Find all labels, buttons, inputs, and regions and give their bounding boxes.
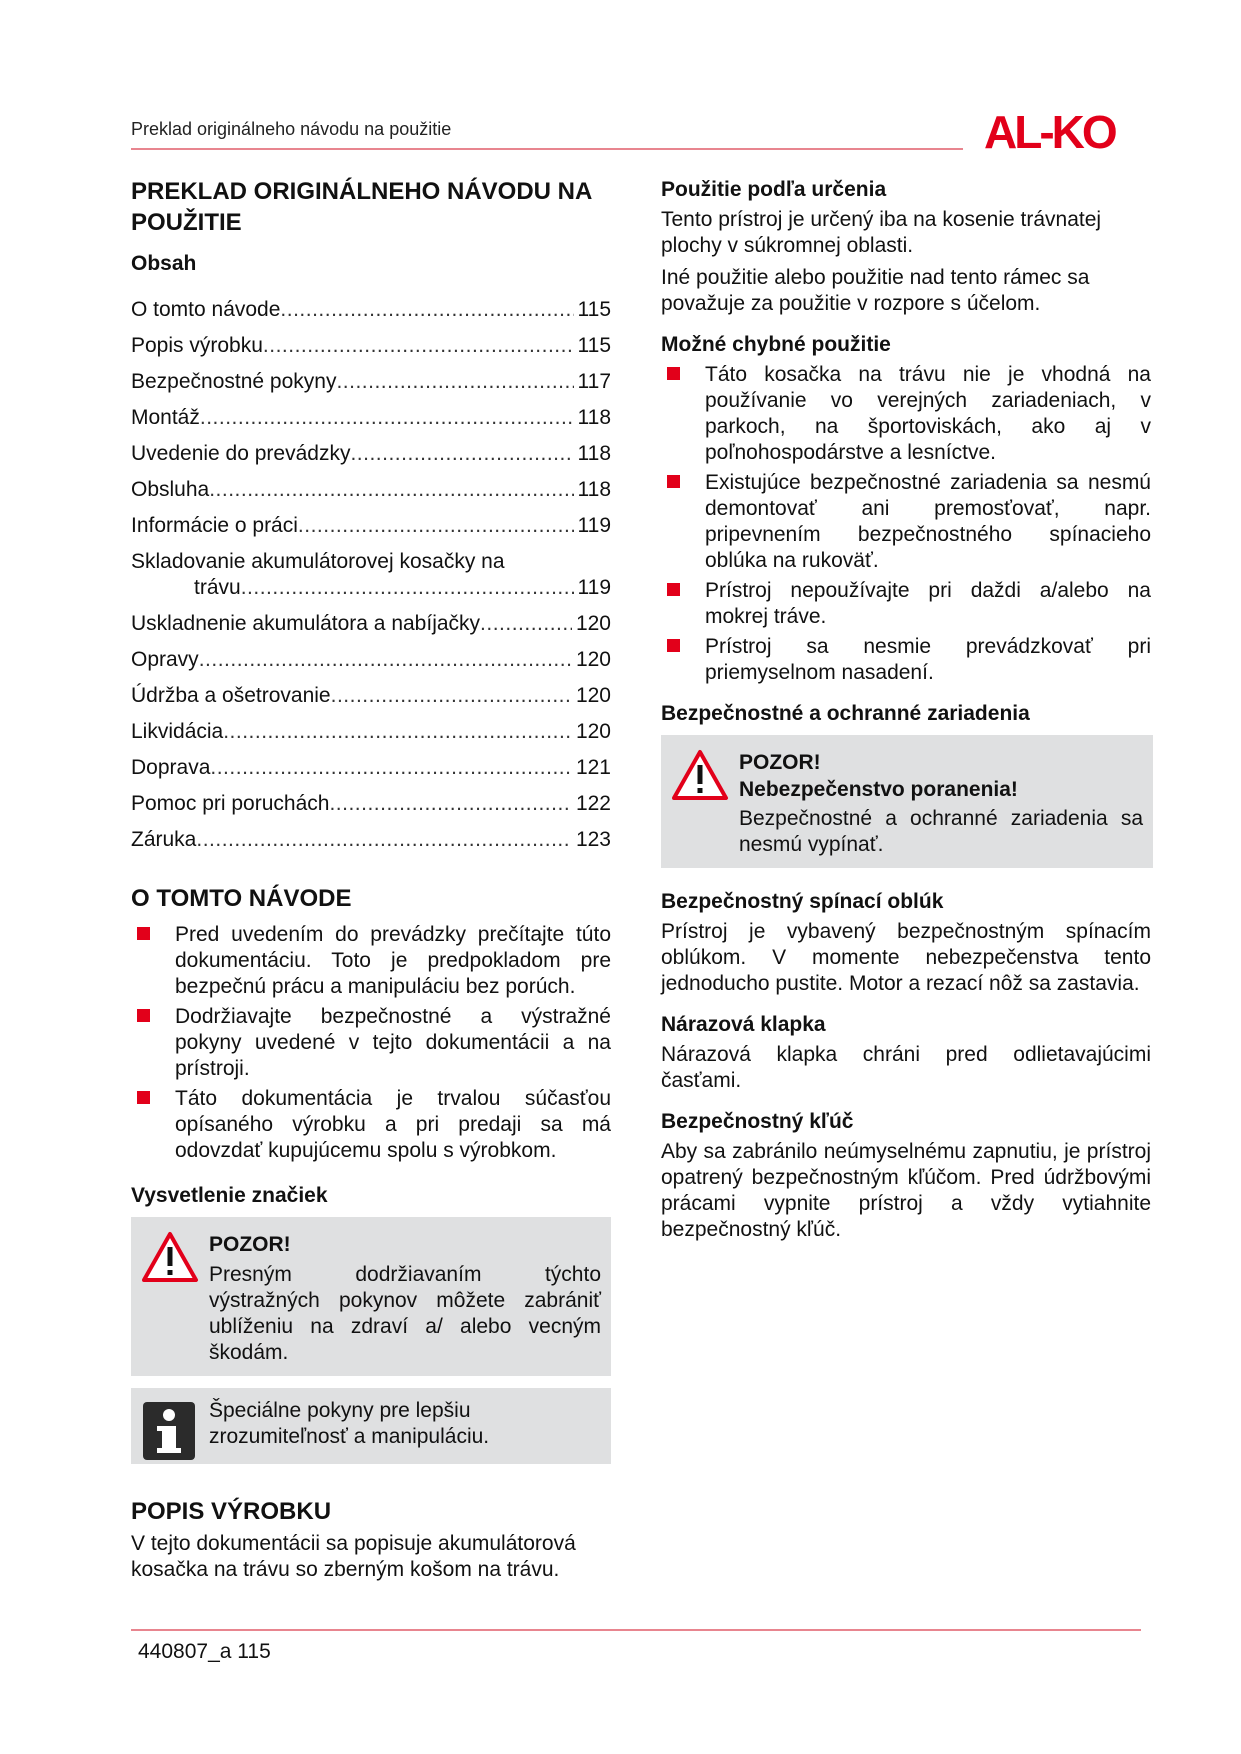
- key-text: Aby sa zabránilo neúmyselnému zapnutiu, je prístroj opatrený bezpečnostným kľúčom. Pred údržbovými prácami vypnite prístroj a vždy vytiahnite bezpečnostný kľúč.: [661, 1140, 1151, 1241]
- bullet-square-icon: [137, 1009, 150, 1022]
- list-item: Prístroj sa nesmie prevádzkovať pri priemyselnom nasadení.: [661, 634, 1151, 686]
- key-heading: Bezpečnostný kľúč: [661, 1110, 854, 1133]
- safety-devices-heading: Bezpečnostné a ochranné zariadenia: [661, 702, 1030, 725]
- toc-entry[interactable]: Popis výrobku ..... 115: [131, 323, 611, 359]
- toc-entry[interactable]: Doprava ..... 121: [131, 745, 611, 781]
- toc-heading: Obsah: [131, 252, 197, 275]
- misuse-bullet-list: [661, 362, 1151, 686]
- list-item: Pred uvedením do prevádzky prečítajte túto dokumentáciu. Toto je predpokladom pre bezpečnú prácu a manipuláciu bez porúch.: [131, 922, 611, 1000]
- footer-rule: [131, 1629, 1141, 1631]
- toc-entry[interactable]: O tomto návode ..... 115: [131, 287, 611, 323]
- page-title: PREKLAD ORIGINÁLNEHO NÁVODU NA POUŽITIE: [131, 178, 592, 236]
- warning-text: Bezpečnostné a ochranné zariadenia sa nesmú vypínať.: [739, 807, 1143, 856]
- section-heading-about: O TOMTO NÁVODE: [131, 885, 352, 912]
- info-box: [131, 1388, 611, 1464]
- list-item: Táto kosačka na trávu nie je vhodná na používanie vo verejných zariadeniach, v parkoch, na športoviskách, ako aj v poľnohospodárstve a lesníctve.: [661, 362, 1151, 466]
- toc-entry[interactable]: Opravy ..... 120: [131, 637, 611, 673]
- about-bullet-list: [131, 922, 611, 1164]
- running-header: Preklad originálneho návodu na použitie: [131, 119, 452, 139]
- toc-entry[interactable]: Uskladnenie akumulátora a nabíjačky ..... 120: [131, 601, 611, 637]
- warning-text: Presným dodržiavaním týchto výstražných pokynov môžete zabrániť ublíženiu na zdraví a/ alebo vecným škodám.: [209, 1263, 601, 1364]
- toc-entry[interactable]: Uvedenie do prevádzky ..... 118: [131, 431, 611, 467]
- flap-text: Nárazová klapka chráni pred odlietavajúcimi časťami.: [661, 1043, 1151, 1092]
- bail-heading: Bezpečnostný spínací oblúk: [661, 890, 944, 913]
- section-heading-product: POPIS VÝROBKU: [131, 1498, 332, 1525]
- alko-logo: [984, 108, 1142, 154]
- toc-entry[interactable]: Údržba a ošetrovanie ..... 120: [131, 673, 611, 709]
- warning-title: POZOR!: [209, 1233, 291, 1256]
- svg-text:AL-KO: AL-KO: [984, 108, 1115, 154]
- toc-entry[interactable]: Montáž ..... 118: [131, 395, 611, 431]
- list-item: Existujúce bezpečnostné zariadenia sa nesmú demontovať ani premosťovať, napr. pripevnením bezpečnostného spínacieho oblúka na rukoväť.: [661, 470, 1151, 574]
- symbols-heading: Vysvetlenie značiek: [131, 1184, 328, 1207]
- use-heading: Použitie podľa určenia: [661, 178, 887, 201]
- toc-entry[interactable]: Skladovanie akumulátorovej kosačky na trávu ..... 119: [131, 539, 611, 601]
- bail-text: Prístroj je vybavený bezpečnostným spínacím oblúkom. V momente nebezpečenstva tento jednoducho pustite. Motor a rezací nôž sa zastavia.: [661, 920, 1151, 995]
- use-paragraph-1: Tento prístroj je určený iba na kosenie trávnatej plochy v súkromnej oblasti.: [661, 208, 1102, 257]
- misuse-heading: Možné chybné použitie: [661, 333, 891, 356]
- bullet-square-icon: [667, 367, 680, 380]
- use-paragraph-2: Iné použitie alebo použitie nad tento rámec sa považuje za použitie v rozpore s účelom.: [661, 266, 1090, 315]
- warning-box: [131, 1217, 611, 1376]
- bullet-square-icon: [137, 927, 150, 940]
- right-column: [661, 176, 1151, 1243]
- header-rule: [131, 148, 963, 150]
- left-column: [131, 176, 611, 1583]
- list-item: Prístroj nepoužívajte pri daždi a/alebo na mokrej tráve.: [661, 578, 1151, 630]
- toc-entry[interactable]: Záruka ..... 123: [131, 817, 611, 853]
- toc-entry[interactable]: Informácie o práci ..... 119: [131, 503, 611, 539]
- footer-page-number: 440807_a 115: [138, 1640, 271, 1663]
- toc-entry[interactable]: Bezpečnostné pokyny ..... 117: [131, 359, 611, 395]
- bullet-square-icon: [667, 475, 680, 488]
- bullet-square-icon: [667, 639, 680, 652]
- list-item: Táto dokumentácia je trvalou súčasťou opísaného výrobku a pri predaji sa má odovzdať kupujúcemu spolu s výrobkom.: [131, 1086, 611, 1164]
- list-item: Dodržiavajte bezpečnostné a výstražné pokyny uvedené v tejto dokumentácii a na prístroji.: [131, 1004, 611, 1082]
- toc-entry[interactable]: Obsluha ..... 118: [131, 467, 611, 503]
- bullet-square-icon: [667, 583, 680, 596]
- warning-triangle-icon: [141, 1231, 199, 1283]
- info-text: Špeciálne pokyny pre lepšiu zrozumiteľnosť a manipuláciu.: [209, 1399, 490, 1448]
- toc-entry[interactable]: Likvidácia ..... 120: [131, 709, 611, 745]
- bullet-square-icon: [137, 1091, 150, 1104]
- product-description: V tejto dokumentácii sa popisuje akumulátorová kosačka na trávu so zberným košom na trávu.: [131, 1532, 576, 1581]
- warning-title: POZOR!: [739, 751, 821, 774]
- warning-triangle-icon: [671, 749, 729, 801]
- flap-heading: Nárazová klapka: [661, 1013, 826, 1036]
- warning-subtitle: Nebezpečenstvo poranenia!: [739, 778, 1018, 801]
- warning-box: [661, 735, 1153, 868]
- table-of-contents: [131, 287, 611, 853]
- toc-entry[interactable]: Pomoc pri poruchách ..... 122: [131, 781, 611, 817]
- info-icon: [143, 1402, 195, 1460]
